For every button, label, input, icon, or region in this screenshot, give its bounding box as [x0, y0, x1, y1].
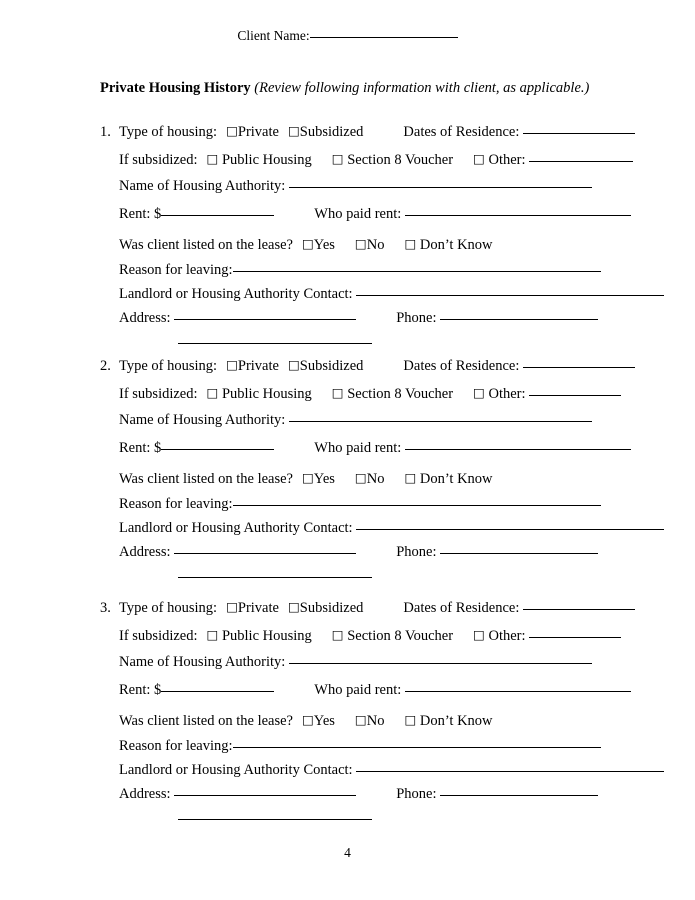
housing-entry-1 [100, 118, 600, 354]
address-blank[interactable] [174, 553, 356, 554]
page-title-bold: Private Housing History [100, 80, 251, 96]
checkbox-yes-icon[interactable]: □ [301, 236, 314, 251]
checkbox-no-icon[interactable]: □ [354, 712, 367, 727]
landlord-contact-label: Landlord or Housing Authority Contact: [119, 520, 353, 536]
checkbox-private-icon[interactable]: □ [226, 357, 238, 372]
yes-label: Yes [313, 237, 335, 253]
page-footer [0, 845, 695, 861]
landlord-contact-label: Landlord or Housing Authority Contact: [119, 762, 353, 778]
other-label: Other: [488, 628, 526, 644]
reason-for-leaving-row [100, 258, 600, 282]
housing-authority-row [100, 407, 600, 434]
type-of-housing-label: Type of housing: [119, 600, 218, 616]
landlord-contact-blank[interactable] [356, 529, 664, 530]
address-blank[interactable] [174, 319, 356, 320]
reason-for-leaving-row [100, 492, 600, 516]
private-label: Private [237, 358, 279, 374]
landlord-contact-row [100, 282, 600, 306]
was-client-listed-label: Was client listed on the lease? [119, 471, 293, 487]
section-8-voucher-label: Section 8 Voucher [347, 152, 454, 168]
rent-blank[interactable] [161, 449, 274, 450]
was-client-listed-label: Was client listed on the lease? [119, 713, 293, 729]
lease-listed-row [100, 705, 600, 734]
rent-row [100, 676, 600, 705]
private-label: Private [237, 600, 279, 616]
yes-label: Yes [313, 471, 335, 487]
type-of-housing-label: Type of housing: [119, 124, 218, 140]
who-paid-rent-label: Who paid rent: [314, 682, 402, 698]
name-of-housing-authority-blank[interactable] [289, 187, 592, 188]
type-of-housing-row [100, 594, 600, 620]
rent-row [100, 200, 600, 229]
housing-entry-2 [100, 352, 600, 588]
checkbox-public-housing-icon[interactable]: □ [206, 151, 219, 166]
housing-entry-3 [100, 594, 600, 830]
rent-blank[interactable] [161, 691, 274, 692]
other-blank[interactable] [529, 637, 621, 638]
dont-know-label: Don’t Know [419, 471, 493, 487]
yes-label: Yes [313, 713, 335, 729]
lease-listed-row [100, 463, 600, 492]
checkbox-yes-icon[interactable]: □ [301, 470, 314, 485]
landlord-contact-row [100, 758, 600, 782]
other-label: Other: [488, 386, 526, 402]
dates-of-residence-blank[interactable] [523, 367, 635, 368]
checkbox-public-housing-icon[interactable]: □ [206, 627, 219, 642]
dates-of-residence-blank[interactable] [523, 133, 635, 134]
name-of-housing-authority-blank[interactable] [289, 663, 592, 664]
who-paid-rent-label: Who paid rent: [314, 440, 402, 456]
landlord-contact-blank[interactable] [356, 295, 664, 296]
subsidized-label: Subsidized [299, 358, 364, 374]
checkbox-yes-icon[interactable]: □ [301, 712, 314, 727]
dates-of-residence-label: Dates of Residence: [403, 358, 520, 374]
dont-know-label: Don’t Know [419, 713, 493, 729]
rent-label: Rent: $ [119, 682, 162, 698]
was-client-listed-label: Was client listed on the lease? [119, 237, 293, 253]
dates-of-residence-label: Dates of Residence: [403, 600, 520, 616]
who-paid-rent-label: Who paid rent: [314, 206, 402, 222]
address-continuation-row [100, 330, 600, 354]
if-subsidized-label: If subsidized: [119, 628, 198, 644]
reason-for-leaving-label: Reason for leaving: [119, 262, 233, 278]
who-paid-rent-blank[interactable] [405, 691, 631, 692]
rent-blank[interactable] [161, 215, 274, 216]
entry-number: 3. [100, 600, 111, 616]
rent-label: Rent: $ [119, 440, 162, 456]
private-label: Private [237, 124, 279, 140]
phone-label: Phone: [396, 310, 437, 326]
phone-label: Phone: [396, 544, 437, 560]
if-subsidized-row [100, 378, 600, 407]
no-label: No [366, 713, 385, 729]
address-continuation-row [100, 564, 600, 588]
section-8-voucher-label: Section 8 Voucher [347, 386, 454, 402]
address-row [100, 782, 600, 806]
checkbox-other-icon[interactable]: □ [473, 151, 485, 166]
reason-for-leaving-label: Reason for leaving: [119, 738, 233, 754]
housing-authority-row [100, 649, 600, 676]
reason-for-leaving-blank[interactable] [233, 505, 601, 506]
checkbox-private-icon[interactable]: □ [226, 599, 238, 614]
dont-know-label: Don’t Know [419, 237, 493, 253]
reason-for-leaving-label: Reason for leaving: [119, 496, 233, 512]
reason-for-leaving-blank[interactable] [233, 747, 601, 748]
address-continuation-row [100, 806, 600, 830]
checkbox-dont-know-icon[interactable]: □ [404, 236, 417, 251]
dates-of-residence-label: Dates of Residence: [403, 124, 520, 140]
type-of-housing-row [100, 352, 600, 378]
phone-label: Phone: [396, 786, 437, 802]
name-of-housing-authority-blank[interactable] [289, 421, 592, 422]
lease-listed-row [100, 229, 600, 258]
checkbox-other-icon[interactable]: □ [473, 385, 485, 400]
address-blank[interactable] [174, 795, 356, 796]
checkbox-public-housing-icon[interactable]: □ [206, 385, 219, 400]
public-housing-label: Public Housing [221, 386, 312, 402]
housing-authority-row [100, 173, 600, 200]
checkbox-section-8-icon[interactable]: □ [331, 385, 344, 400]
address-label: Address: [119, 786, 171, 802]
entry-number: 2. [100, 358, 111, 374]
public-housing-label: Public Housing [221, 628, 312, 644]
page-title [100, 80, 589, 97]
rent-row [100, 434, 600, 463]
checkbox-dont-know-icon[interactable]: □ [404, 470, 417, 485]
section-8-voucher-label: Section 8 Voucher [347, 628, 454, 644]
page-number: 4 [344, 845, 351, 860]
name-of-housing-authority-label: Name of Housing Authority: [119, 412, 286, 428]
address-blank-line-2[interactable] [178, 343, 372, 344]
subsidized-label: Subsidized [299, 124, 364, 140]
landlord-contact-blank[interactable] [356, 771, 664, 772]
landlord-contact-label: Landlord or Housing Authority Contact: [119, 286, 353, 302]
if-subsidized-row [100, 620, 600, 649]
if-subsidized-label: If subsidized: [119, 152, 198, 168]
checkbox-subsidized-icon[interactable]: □ [287, 123, 300, 138]
reason-for-leaving-row [100, 734, 600, 758]
page-title-italic: (Review following information with client, as applicable.) [254, 80, 590, 96]
rent-label: Rent: $ [119, 206, 162, 222]
who-paid-rent-blank[interactable] [405, 215, 631, 216]
no-label: No [366, 237, 385, 253]
address-blank-line-2[interactable] [178, 577, 372, 578]
checkbox-no-icon[interactable]: □ [354, 236, 367, 251]
other-blank[interactable] [529, 395, 621, 396]
other-blank[interactable] [529, 161, 633, 162]
address-label: Address: [119, 544, 171, 560]
public-housing-label: Public Housing [221, 152, 312, 168]
client-name-label: Client Name: [237, 28, 310, 43]
reason-for-leaving-blank[interactable] [233, 271, 601, 272]
if-subsidized-label: If subsidized: [119, 386, 198, 402]
address-label: Address: [119, 310, 171, 326]
checkbox-dont-know-icon[interactable]: □ [404, 712, 417, 727]
landlord-contact-row [100, 516, 600, 540]
checkbox-other-icon[interactable]: □ [473, 627, 485, 642]
checkbox-no-icon[interactable]: □ [354, 470, 367, 485]
phone-blank[interactable] [440, 319, 598, 320]
address-row [100, 306, 600, 330]
name-of-housing-authority-label: Name of Housing Authority: [119, 654, 286, 670]
no-label: No [366, 471, 385, 487]
address-blank-line-2[interactable] [178, 819, 372, 820]
name-of-housing-authority-label: Name of Housing Authority: [119, 178, 286, 194]
checkbox-subsidized-icon[interactable]: □ [287, 599, 300, 614]
type-of-housing-row [100, 118, 600, 144]
checkbox-section-8-icon[interactable]: □ [331, 627, 344, 642]
checkbox-subsidized-icon[interactable]: □ [287, 357, 300, 372]
phone-blank[interactable] [440, 553, 598, 554]
address-row [100, 540, 600, 564]
phone-blank[interactable] [440, 795, 598, 796]
client-name-header [0, 28, 695, 44]
type-of-housing-label: Type of housing: [119, 358, 218, 374]
dates-of-residence-blank[interactable] [523, 609, 635, 610]
checkbox-private-icon[interactable]: □ [226, 123, 238, 138]
if-subsidized-row [100, 144, 600, 173]
who-paid-rent-blank[interactable] [405, 449, 631, 450]
client-name-blank[interactable] [310, 37, 458, 38]
checkbox-section-8-icon[interactable]: □ [331, 151, 344, 166]
entry-number: 1. [100, 124, 111, 140]
subsidized-label: Subsidized [299, 600, 364, 616]
other-label: Other: [488, 152, 526, 168]
